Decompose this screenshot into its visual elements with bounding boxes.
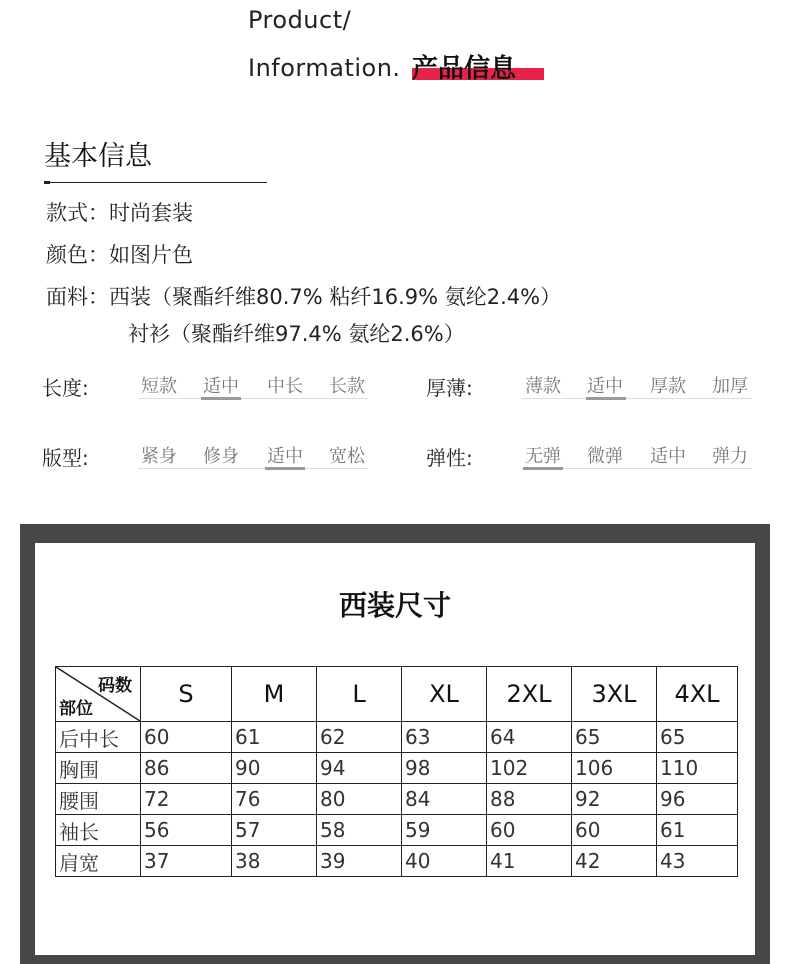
info-row-fabric [46, 281, 561, 311]
attr-label-thickness: 厚薄: [426, 376, 473, 400]
info-value: 如图片色 [109, 243, 193, 267]
corner-label-size: 码数 [98, 676, 132, 696]
size-cell: 65 [657, 722, 738, 753]
header-title-cn: 产品信息 [412, 54, 517, 84]
attr-option-selected: 无弹 [525, 446, 561, 467]
attr-underline [522, 398, 752, 399]
attr-underline [138, 398, 368, 399]
attr-option: 微弹 [587, 446, 623, 467]
size-col-header: L [317, 667, 402, 722]
size-cell: 86 [141, 753, 232, 784]
size-col-header: 2XL [487, 667, 572, 722]
info-value: 西装（聚酯纤维80.7% 粘纤16.9% 氨纶2.4%） [109, 285, 562, 309]
size-cell: 92 [572, 784, 657, 815]
size-cell: 102 [487, 753, 572, 784]
size-col-header: 3XL [572, 667, 657, 722]
table-row [56, 722, 738, 753]
attr-option-selected: 适中 [203, 376, 239, 397]
header-title-en-line1: Product/ [248, 6, 352, 34]
part-label: 后中长 [56, 722, 141, 753]
size-cell: 80 [317, 784, 402, 815]
attr-underline [138, 468, 368, 469]
size-cell: 61 [232, 722, 317, 753]
attr-option: 短款 [141, 376, 177, 397]
attr-option: 厚款 [650, 376, 686, 397]
size-cell: 41 [487, 846, 572, 877]
size-cell: 65 [572, 722, 657, 753]
attr-label-elasticity: 弹性: [426, 446, 473, 470]
attr-option: 修身 [203, 446, 239, 467]
size-cell: 64 [487, 722, 572, 753]
attr-option: 长款 [329, 376, 365, 397]
attr-label-fit: 版型: [42, 446, 89, 470]
size-table-corner [56, 667, 141, 722]
size-chart-title: 西装尺寸 [338, 589, 451, 622]
attr-option: 宽松 [329, 446, 365, 467]
size-cell: 39 [317, 846, 402, 877]
size-cell: 59 [402, 815, 487, 846]
part-label: 胸围 [56, 753, 141, 784]
size-cell: 106 [572, 753, 657, 784]
table-row [56, 784, 738, 815]
attr-option: 加厚 [712, 376, 748, 397]
basic-info-divider [44, 182, 267, 183]
info-value: 衬衫（聚酯纤维97.4% 氨纶2.6%） [128, 322, 465, 346]
size-cell: 61 [657, 815, 738, 846]
size-cell: 98 [402, 753, 487, 784]
size-cell: 37 [141, 846, 232, 877]
size-cell: 90 [232, 753, 317, 784]
corner-label-part: 部位 [59, 699, 93, 719]
attr-option: 紧身 [141, 446, 177, 467]
info-row-style [46, 197, 193, 227]
size-cell: 88 [487, 784, 572, 815]
size-cell: 58 [317, 815, 402, 846]
size-cell: 60 [141, 722, 232, 753]
header-title-en-line2: Information. [248, 54, 401, 82]
attr-selected-marker [201, 397, 241, 400]
part-label: 肩宽 [56, 846, 141, 877]
info-row-fabric-shirt [128, 318, 465, 348]
attr-option: 薄款 [525, 376, 561, 397]
info-row-color [46, 239, 193, 269]
basic-info-title: 基本信息 [44, 141, 152, 172]
attr-selected-marker [265, 467, 305, 470]
info-value: 时尚套装 [109, 201, 193, 225]
size-cell: 42 [572, 846, 657, 877]
size-cell: 76 [232, 784, 317, 815]
size-col-header: S [141, 667, 232, 722]
attr-option: 中长 [267, 376, 303, 397]
size-cell: 43 [657, 846, 738, 877]
size-cell: 40 [402, 846, 487, 877]
basic-info-divider-accent [44, 181, 50, 184]
attr-selected-marker [523, 467, 563, 470]
size-cell: 96 [657, 784, 738, 815]
size-col-header: 4XL [657, 667, 738, 722]
size-cell: 62 [317, 722, 402, 753]
info-label: 款式： [46, 201, 109, 225]
size-table-header-row [56, 667, 738, 722]
size-cell: 94 [317, 753, 402, 784]
attr-option: 弹力 [712, 446, 748, 467]
table-row [56, 753, 738, 784]
size-cell: 60 [487, 815, 572, 846]
attr-selected-marker [586, 397, 626, 400]
size-cell: 38 [232, 846, 317, 877]
table-row [56, 815, 738, 846]
size-cell: 110 [657, 753, 738, 784]
size-col-header: XL [402, 667, 487, 722]
part-label: 腰围 [56, 784, 141, 815]
info-label: 颜色： [46, 243, 109, 267]
size-cell: 57 [232, 815, 317, 846]
size-cell: 60 [572, 815, 657, 846]
part-label: 袖长 [56, 815, 141, 846]
attr-option: 适中 [650, 446, 686, 467]
size-cell: 72 [141, 784, 232, 815]
size-cell: 63 [402, 722, 487, 753]
size-cell: 56 [141, 815, 232, 846]
size-col-header: M [232, 667, 317, 722]
info-label: 面料： [46, 285, 109, 309]
attr-label-length: 长度: [42, 376, 89, 400]
attr-option-selected: 适中 [587, 376, 623, 397]
table-row [56, 846, 738, 877]
size-table [55, 666, 738, 877]
attr-option-selected: 适中 [267, 446, 303, 467]
size-cell: 84 [402, 784, 487, 815]
